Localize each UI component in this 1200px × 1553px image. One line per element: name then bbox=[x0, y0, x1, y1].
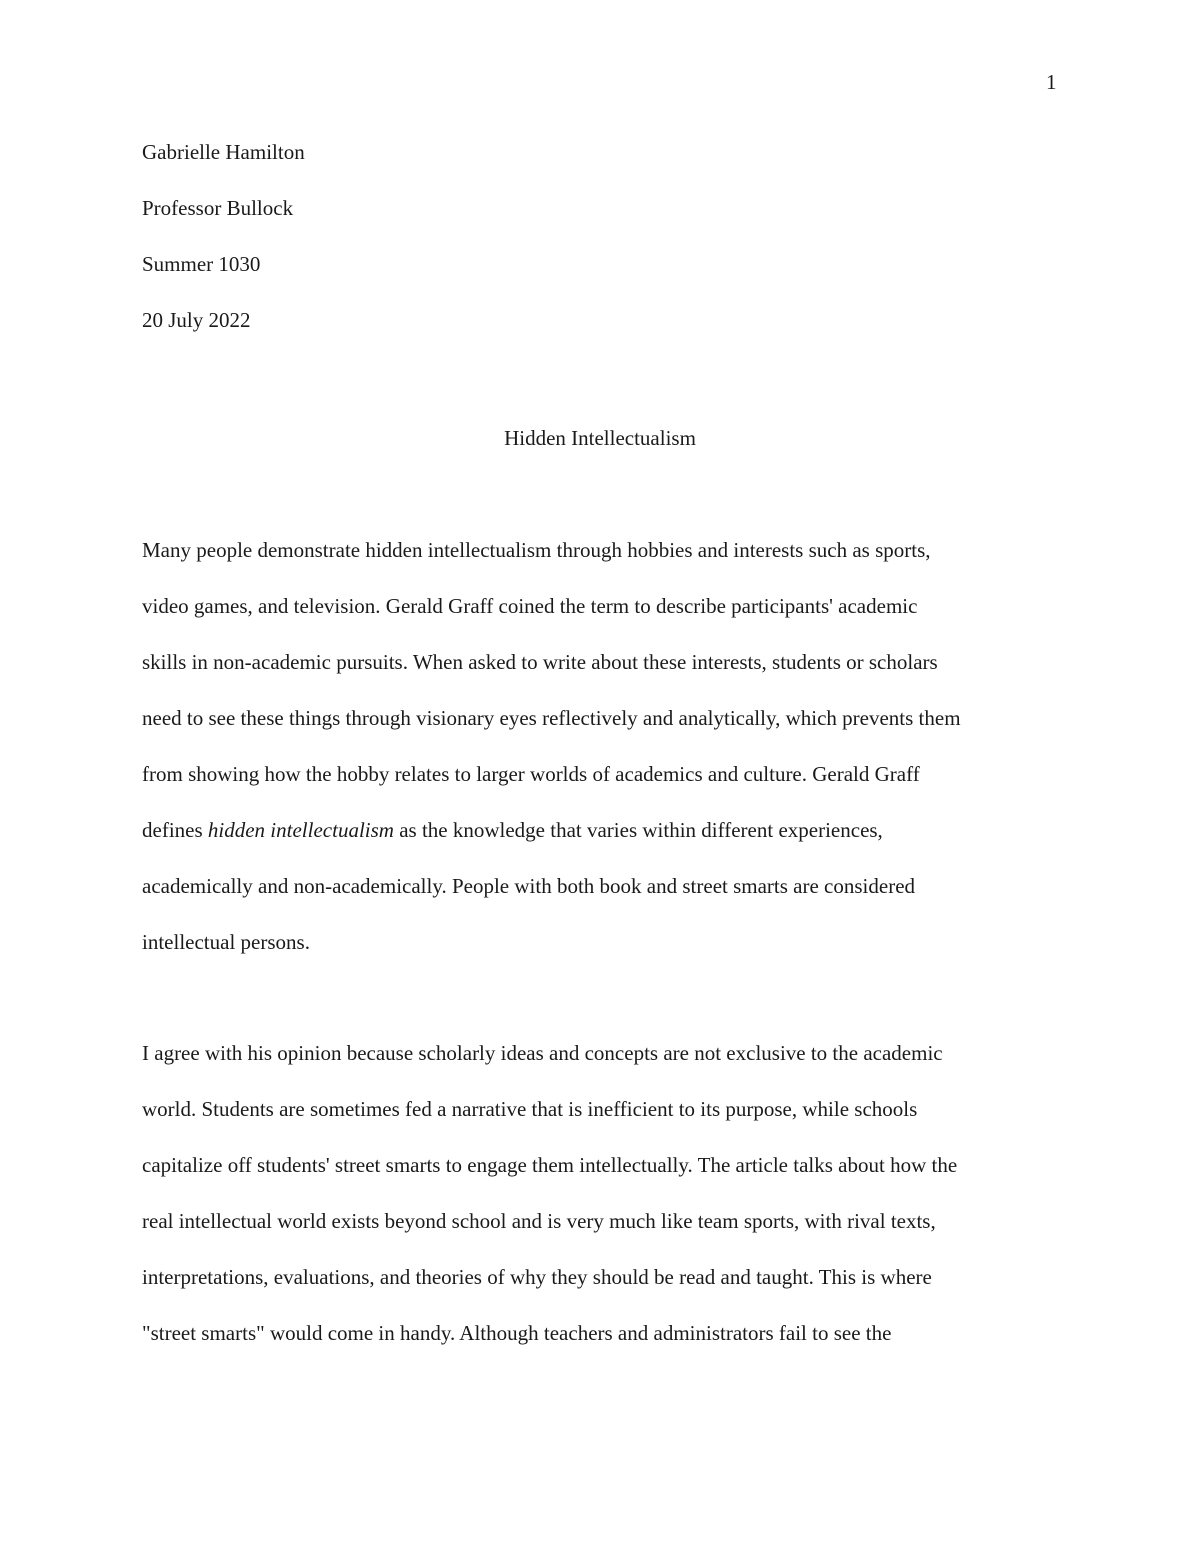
text-line: I agree with his opinion because scholarly ideas and concepts are not exclusive to the academic bbox=[142, 1041, 943, 1065]
professor-name: Professor Bullock bbox=[142, 196, 294, 220]
text-line: from showing how the hobby relates to larger worlds of academics and culture. Gerald Graff bbox=[142, 762, 920, 786]
text-line: need to see these things through visionary eyes reflectively and analytically, which prevents them bbox=[142, 706, 961, 730]
italic-term: hidden intellectualism bbox=[207, 818, 394, 842]
page-number: 1 bbox=[1046, 70, 1057, 94]
text-line: world. Students are sometimes fed a narrative that is inefficient to its purpose, while schools bbox=[142, 1097, 918, 1121]
text-line: academically and non-academically. People with both book and street smarts are considered bbox=[142, 874, 916, 898]
text-line: "street smarts" would come in handy. Although teachers and administrators fail to see the bbox=[142, 1321, 892, 1345]
text-line: skills in non-academic pursuits. When asked to write about these interests, students or scholars bbox=[142, 650, 938, 674]
paragraph-2 bbox=[142, 1041, 1067, 1377]
text-line: Many people demonstrate hidden intellectualism through hobbies and interests such as sports, bbox=[142, 538, 931, 562]
text-line: intellectual persons. bbox=[142, 930, 310, 954]
course-name: Summer 1030 bbox=[142, 252, 261, 276]
text-line: interpretations, evaluations, and theories of why they should be read and taught. This is where bbox=[142, 1265, 932, 1289]
text-span: as the knowledge that varies within different experiences, bbox=[393, 818, 883, 842]
essay-title: Hidden Intellectualism bbox=[504, 426, 696, 450]
author-name: Gabrielle Hamilton bbox=[142, 140, 305, 164]
date: 20 July 2022 bbox=[142, 308, 251, 332]
text-line: capitalize off students' street smarts to engage them intellectually. The article talks about how the bbox=[142, 1153, 958, 1177]
paragraph-1 bbox=[142, 538, 1067, 986]
text-span: defines bbox=[142, 818, 208, 842]
mla-heading bbox=[142, 140, 1062, 364]
text-line: video games, and television. Gerald Graff coined the term to describe participants' academic bbox=[142, 594, 918, 618]
text-line bbox=[142, 818, 1067, 874]
text-line: real intellectual world exists beyond school and is very much like team sports, with rival texts, bbox=[142, 1209, 936, 1233]
